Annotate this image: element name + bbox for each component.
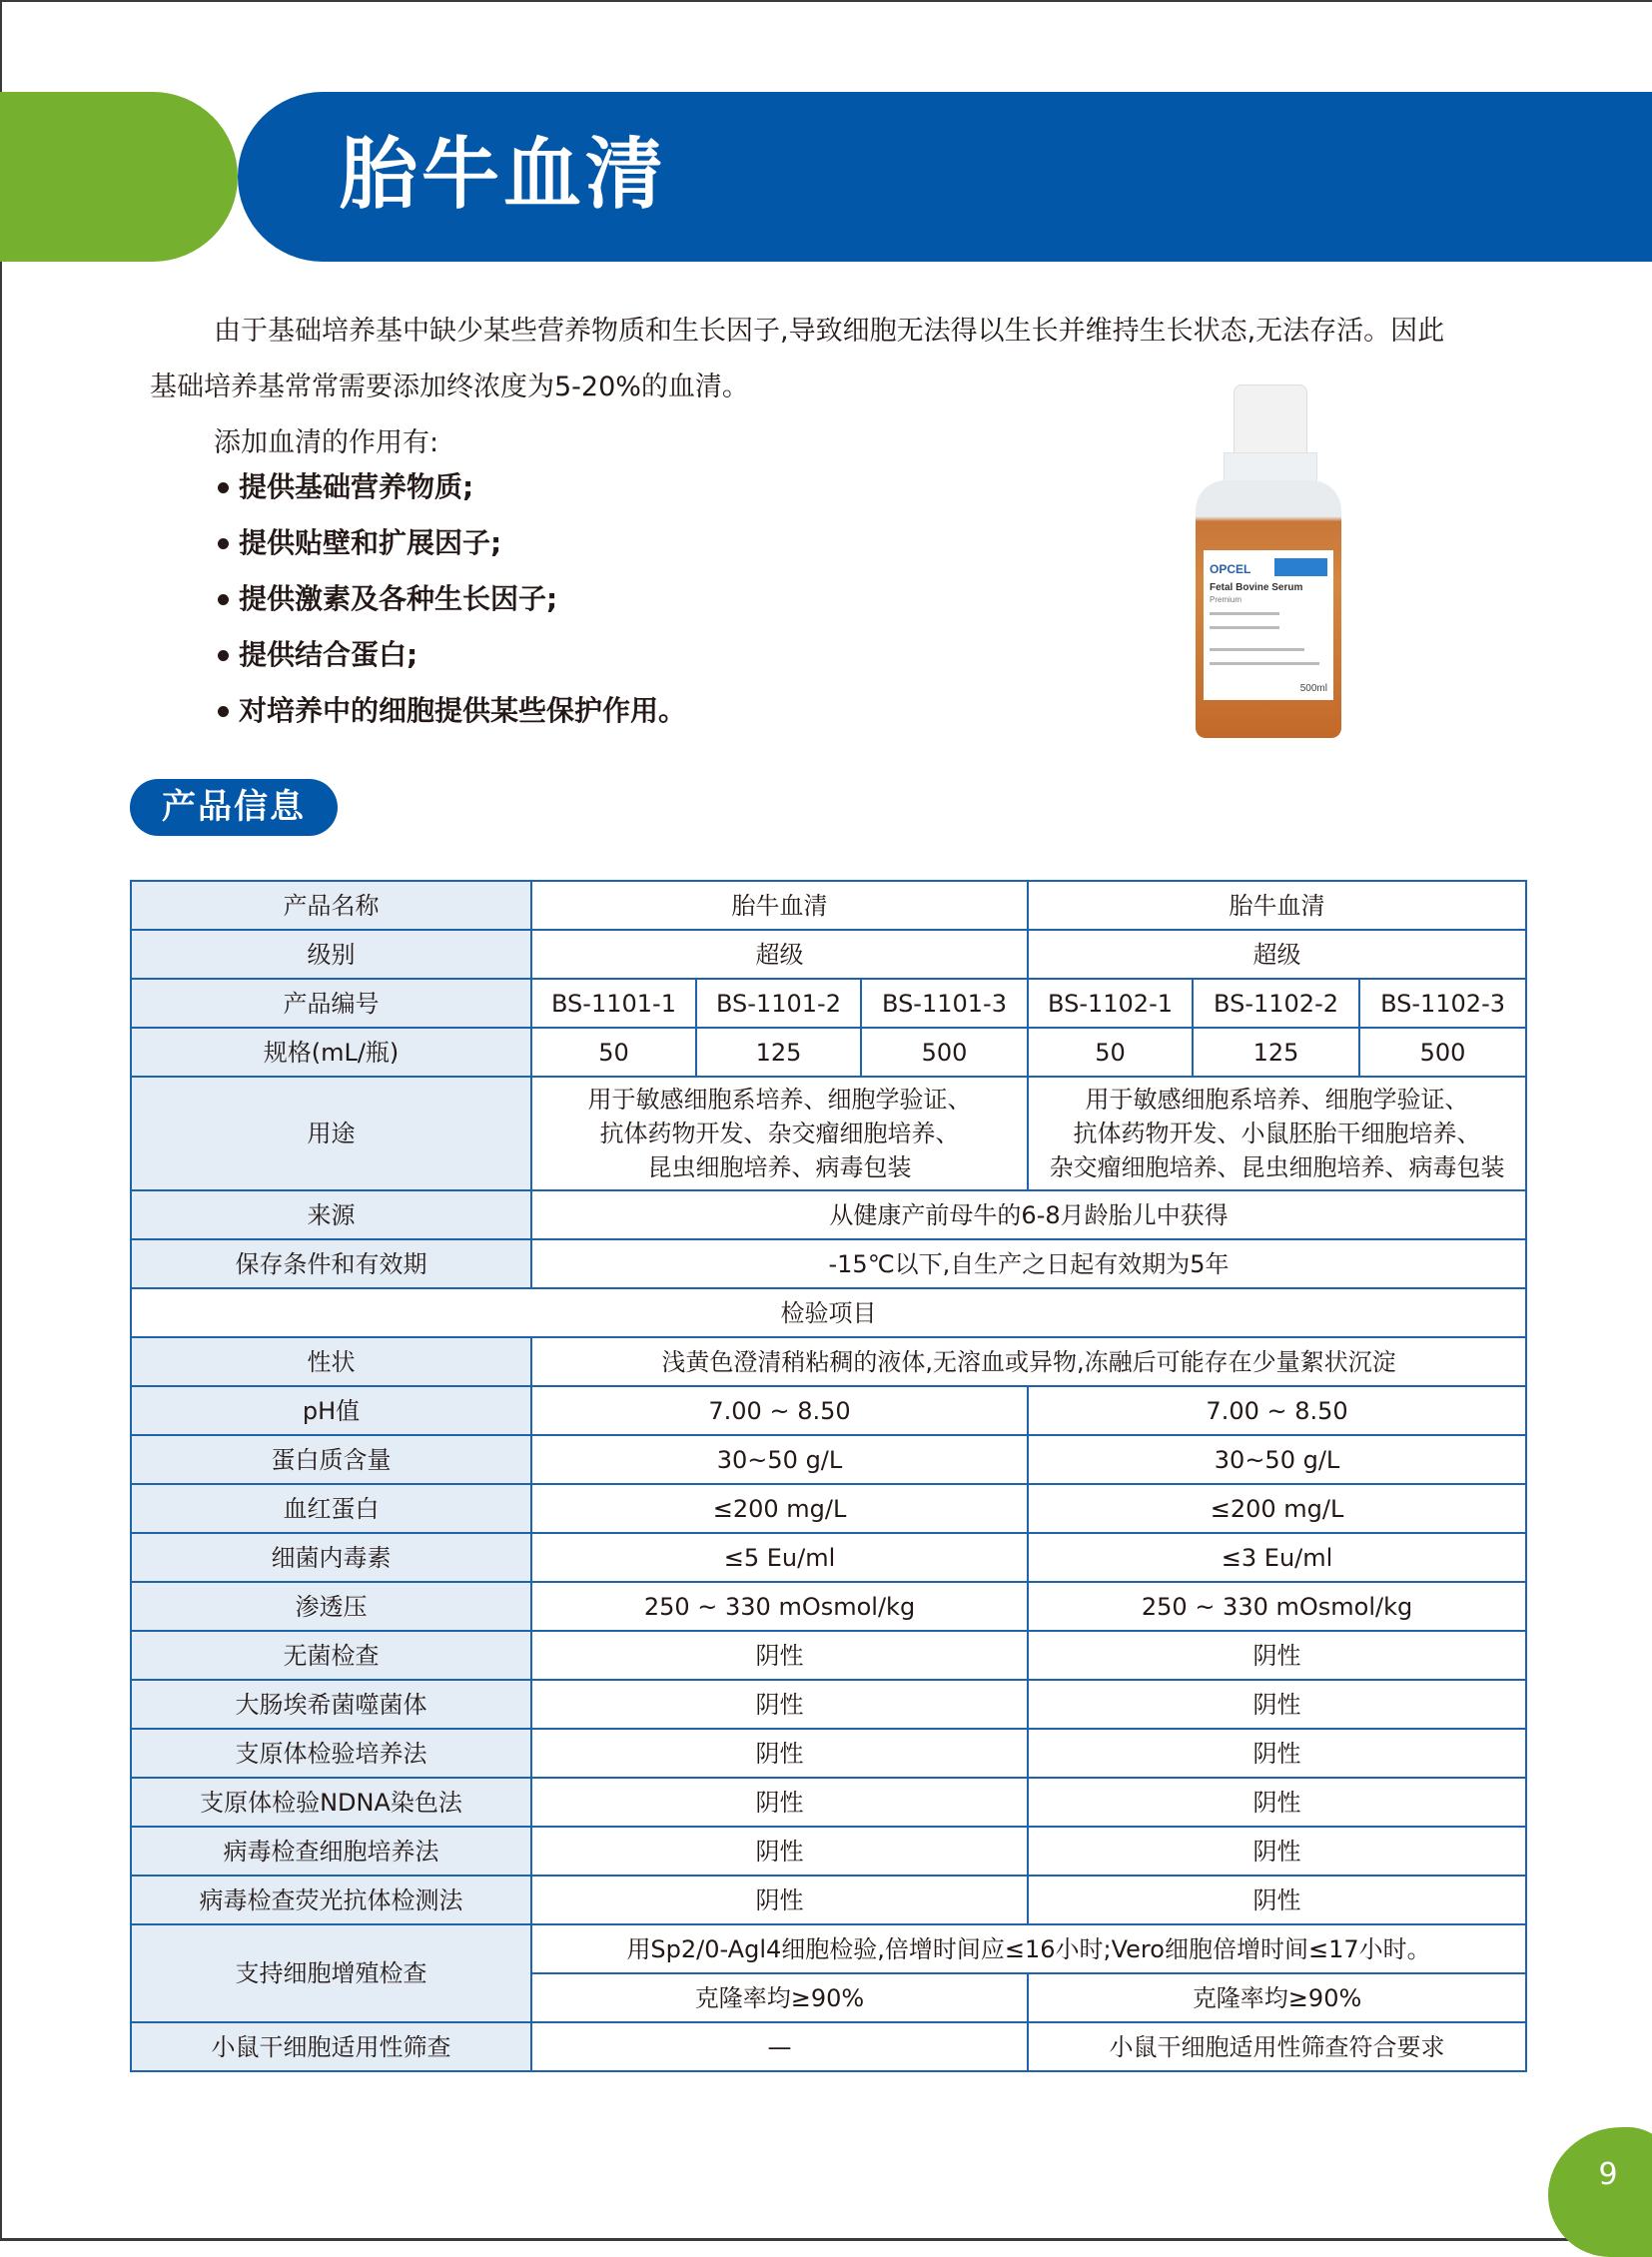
bottle-label	[1204, 550, 1333, 700]
table-row	[131, 1386, 1526, 1435]
table-cell: BS-1101-2	[696, 979, 861, 1028]
table-cell: BS-1102-3	[1359, 979, 1526, 1028]
row-label: 支原体检验NDNA染色法	[131, 1778, 531, 1827]
table-row	[131, 1680, 1526, 1729]
label-line	[1210, 648, 1304, 651]
table-cell: 250 ~ 330 mOsmol/kg	[1028, 1582, 1526, 1631]
table-cell: ≤200 mg/L	[531, 1484, 1028, 1533]
table-row	[131, 1077, 1526, 1190]
table-cell: 超级	[1028, 930, 1526, 979]
table-cell: 用于敏感细胞系培养、细胞学验证、 抗体药物开发、小鼠胚胎干细胞培养、 杂交瘤细胞培养、昆虫细胞培养、病毒包装	[1028, 1077, 1526, 1190]
label-line	[1210, 626, 1279, 629]
table-cell: —	[531, 2022, 1028, 2071]
table-cell: 125	[1193, 1028, 1359, 1077]
row-label: 支持细胞增殖检查	[131, 1924, 531, 2022]
table-cell: 阴性	[1028, 1729, 1526, 1778]
table-cell: 125	[696, 1028, 861, 1077]
brand-logo: OPCEL	[1210, 558, 1327, 576]
functions-heading: 添加血清的作用有:	[214, 427, 439, 458]
table-cell: BS-1101-3	[861, 979, 1028, 1028]
row-label: 规格(mL/瓶)	[131, 1028, 531, 1077]
page-title: 胎牛血清	[340, 130, 668, 220]
table-cell: 小鼠干细胞适用性筛查符合要求	[1028, 2022, 1526, 2071]
table-cell: 7.00 ~ 8.50	[531, 1386, 1028, 1435]
table-cell: 克隆率均≥90%	[531, 1973, 1028, 2022]
table-row	[131, 1631, 1526, 1680]
table-cell: 500	[861, 1028, 1028, 1077]
table-row	[131, 1288, 1526, 1337]
table-cell: 阴性	[1028, 1631, 1526, 1680]
table-cell: 250 ~ 330 mOsmol/kg	[531, 1582, 1028, 1631]
row-label: 病毒检查荧光抗体检测法	[131, 1876, 531, 1924]
table-row	[131, 1533, 1526, 1582]
bullet-icon	[218, 706, 229, 717]
table-cell: 50	[531, 1028, 696, 1077]
table-cell: 用于敏感细胞系培养、细胞学验证、 抗体药物开发、杂交瘤细胞培养、 昆虫细胞培养、病毒包装	[531, 1077, 1028, 1190]
label-line	[1210, 662, 1319, 665]
table-row	[131, 1924, 1526, 1973]
page-border	[0, 0, 1652, 2]
table-cell: 用Sp2/0-Agl4细胞检验,倍增时间应≤16小时;Vero细胞倍增时间≤17小时。	[531, 1924, 1526, 1973]
table-cell: BS-1102-1	[1028, 979, 1193, 1028]
table-cell: ≤5 Eu/ml	[531, 1533, 1028, 1582]
table-cell: 阴性	[1028, 1876, 1526, 1924]
table-cell: 胎牛血清	[1028, 881, 1526, 930]
row-label: 蛋白质含量	[131, 1435, 531, 1484]
table-cell: ≤3 Eu/ml	[1028, 1533, 1526, 1582]
row-label: 无菌检查	[131, 1631, 531, 1680]
row-label: 大肠埃希菌噬菌体	[131, 1680, 531, 1729]
bullet-icon	[218, 482, 229, 493]
row-label: pH值	[131, 1386, 531, 1435]
page-number: 9	[1598, 2157, 1618, 2192]
product-spec-table	[130, 880, 1527, 2072]
table-row	[131, 1337, 1526, 1386]
table-cell: 阴性	[531, 1827, 1028, 1876]
list-item: 提供贴壁和扩展因子;	[218, 515, 686, 571]
row-label: 来源	[131, 1190, 531, 1239]
table-cell: 50	[1028, 1028, 1193, 1077]
section-title: 产品信息	[130, 779, 338, 836]
table-cell: 阴性	[1028, 1827, 1526, 1876]
table-cell: 500	[1359, 1028, 1526, 1077]
list-item: 提供激素及各种生长因子;	[218, 571, 686, 627]
table-row	[131, 1778, 1526, 1827]
product-name: Fetal Bovine Serum	[1210, 582, 1303, 593]
bullet-icon	[218, 538, 229, 549]
product-bottle-image	[1194, 384, 1343, 739]
row-label: 用途	[131, 1077, 531, 1190]
list-item: 对培养中的细胞提供某些保护作用。	[218, 683, 686, 739]
table-cell: 阴性	[531, 1631, 1028, 1680]
header-green-tab	[0, 92, 238, 262]
table-row	[131, 1876, 1526, 1924]
bottle-cap	[1234, 384, 1307, 456]
table-cell: 克隆率均≥90%	[1028, 1973, 1526, 2022]
functions-list	[218, 459, 686, 739]
table-cell: 阴性	[1028, 1778, 1526, 1827]
bullet-icon	[218, 594, 229, 605]
label-line	[1210, 612, 1279, 615]
table-row	[131, 1028, 1526, 1077]
intro-line-1: 由于基础培养基中缺少某些营养物质和生长因子,导致细胞无法得以生长并维持生长状态,无法存活。因此	[214, 316, 1445, 347]
table-cell: 从健康产前母牛的6-8月龄胎儿中获得	[531, 1190, 1526, 1239]
product-volume: 500ml	[1299, 683, 1327, 694]
product-grade: Premium	[1210, 595, 1242, 604]
table-cell: 7.00 ~ 8.50	[1028, 1386, 1526, 1435]
inspection-header: 检验项目	[131, 1288, 1526, 1337]
table-cell: 浅黄色澄清稍粘稠的液体,无溶血或异物,冻融后可能存在少量絮状沉淀	[531, 1337, 1526, 1386]
table-row	[131, 1729, 1526, 1778]
row-label: 细菌内毒素	[131, 1533, 531, 1582]
intro-line-2: 基础培养基常常需要添加终浓度为5-20%的血清。	[150, 372, 749, 402]
table-cell: 阴性	[531, 1778, 1028, 1827]
table-cell: 阴性	[531, 1876, 1028, 1924]
list-item: 提供基础营养物质;	[218, 459, 686, 515]
row-label: 支原体检验培养法	[131, 1729, 531, 1778]
table-row	[131, 930, 1526, 979]
row-label: 小鼠干细胞适用性筛查	[131, 2022, 531, 2071]
table-cell: 胎牛血清	[531, 881, 1028, 930]
table-cell: 阴性	[531, 1729, 1028, 1778]
table-row	[131, 1582, 1526, 1631]
table-cell: -15℃以下,自生产之日起有效期为5年	[531, 1239, 1526, 1288]
table-row	[131, 1239, 1526, 1288]
row-label: 级别	[131, 930, 531, 979]
bullet-icon	[218, 650, 229, 661]
row-label: 病毒检查细胞培养法	[131, 1827, 531, 1876]
table-cell: BS-1101-1	[531, 979, 696, 1028]
table-cell: 超级	[531, 930, 1028, 979]
table-row	[131, 881, 1526, 930]
table-row	[131, 1435, 1526, 1484]
table-cell: 30~50 g/L	[531, 1435, 1028, 1484]
row-label: 渗透压	[131, 1582, 531, 1631]
list-item: 提供结合蛋白;	[218, 627, 686, 683]
table-cell: ≤200 mg/L	[1028, 1484, 1526, 1533]
row-label: 产品编号	[131, 979, 531, 1028]
page-border	[0, 0, 2, 2241]
table-row	[131, 1827, 1526, 1876]
table-row	[131, 979, 1526, 1028]
row-label: 性状	[131, 1337, 531, 1386]
table-row	[131, 2022, 1526, 2071]
table-row	[131, 1190, 1526, 1239]
table-cell: 阴性	[531, 1680, 1028, 1729]
table-cell: 30~50 g/L	[1028, 1435, 1526, 1484]
row-label: 血红蛋白	[131, 1484, 531, 1533]
table-cell: BS-1102-2	[1193, 979, 1359, 1028]
table-row	[131, 1484, 1526, 1533]
row-label: 产品名称	[131, 881, 531, 930]
table-cell: 阴性	[1028, 1680, 1526, 1729]
row-label: 保存条件和有效期	[131, 1239, 531, 1288]
